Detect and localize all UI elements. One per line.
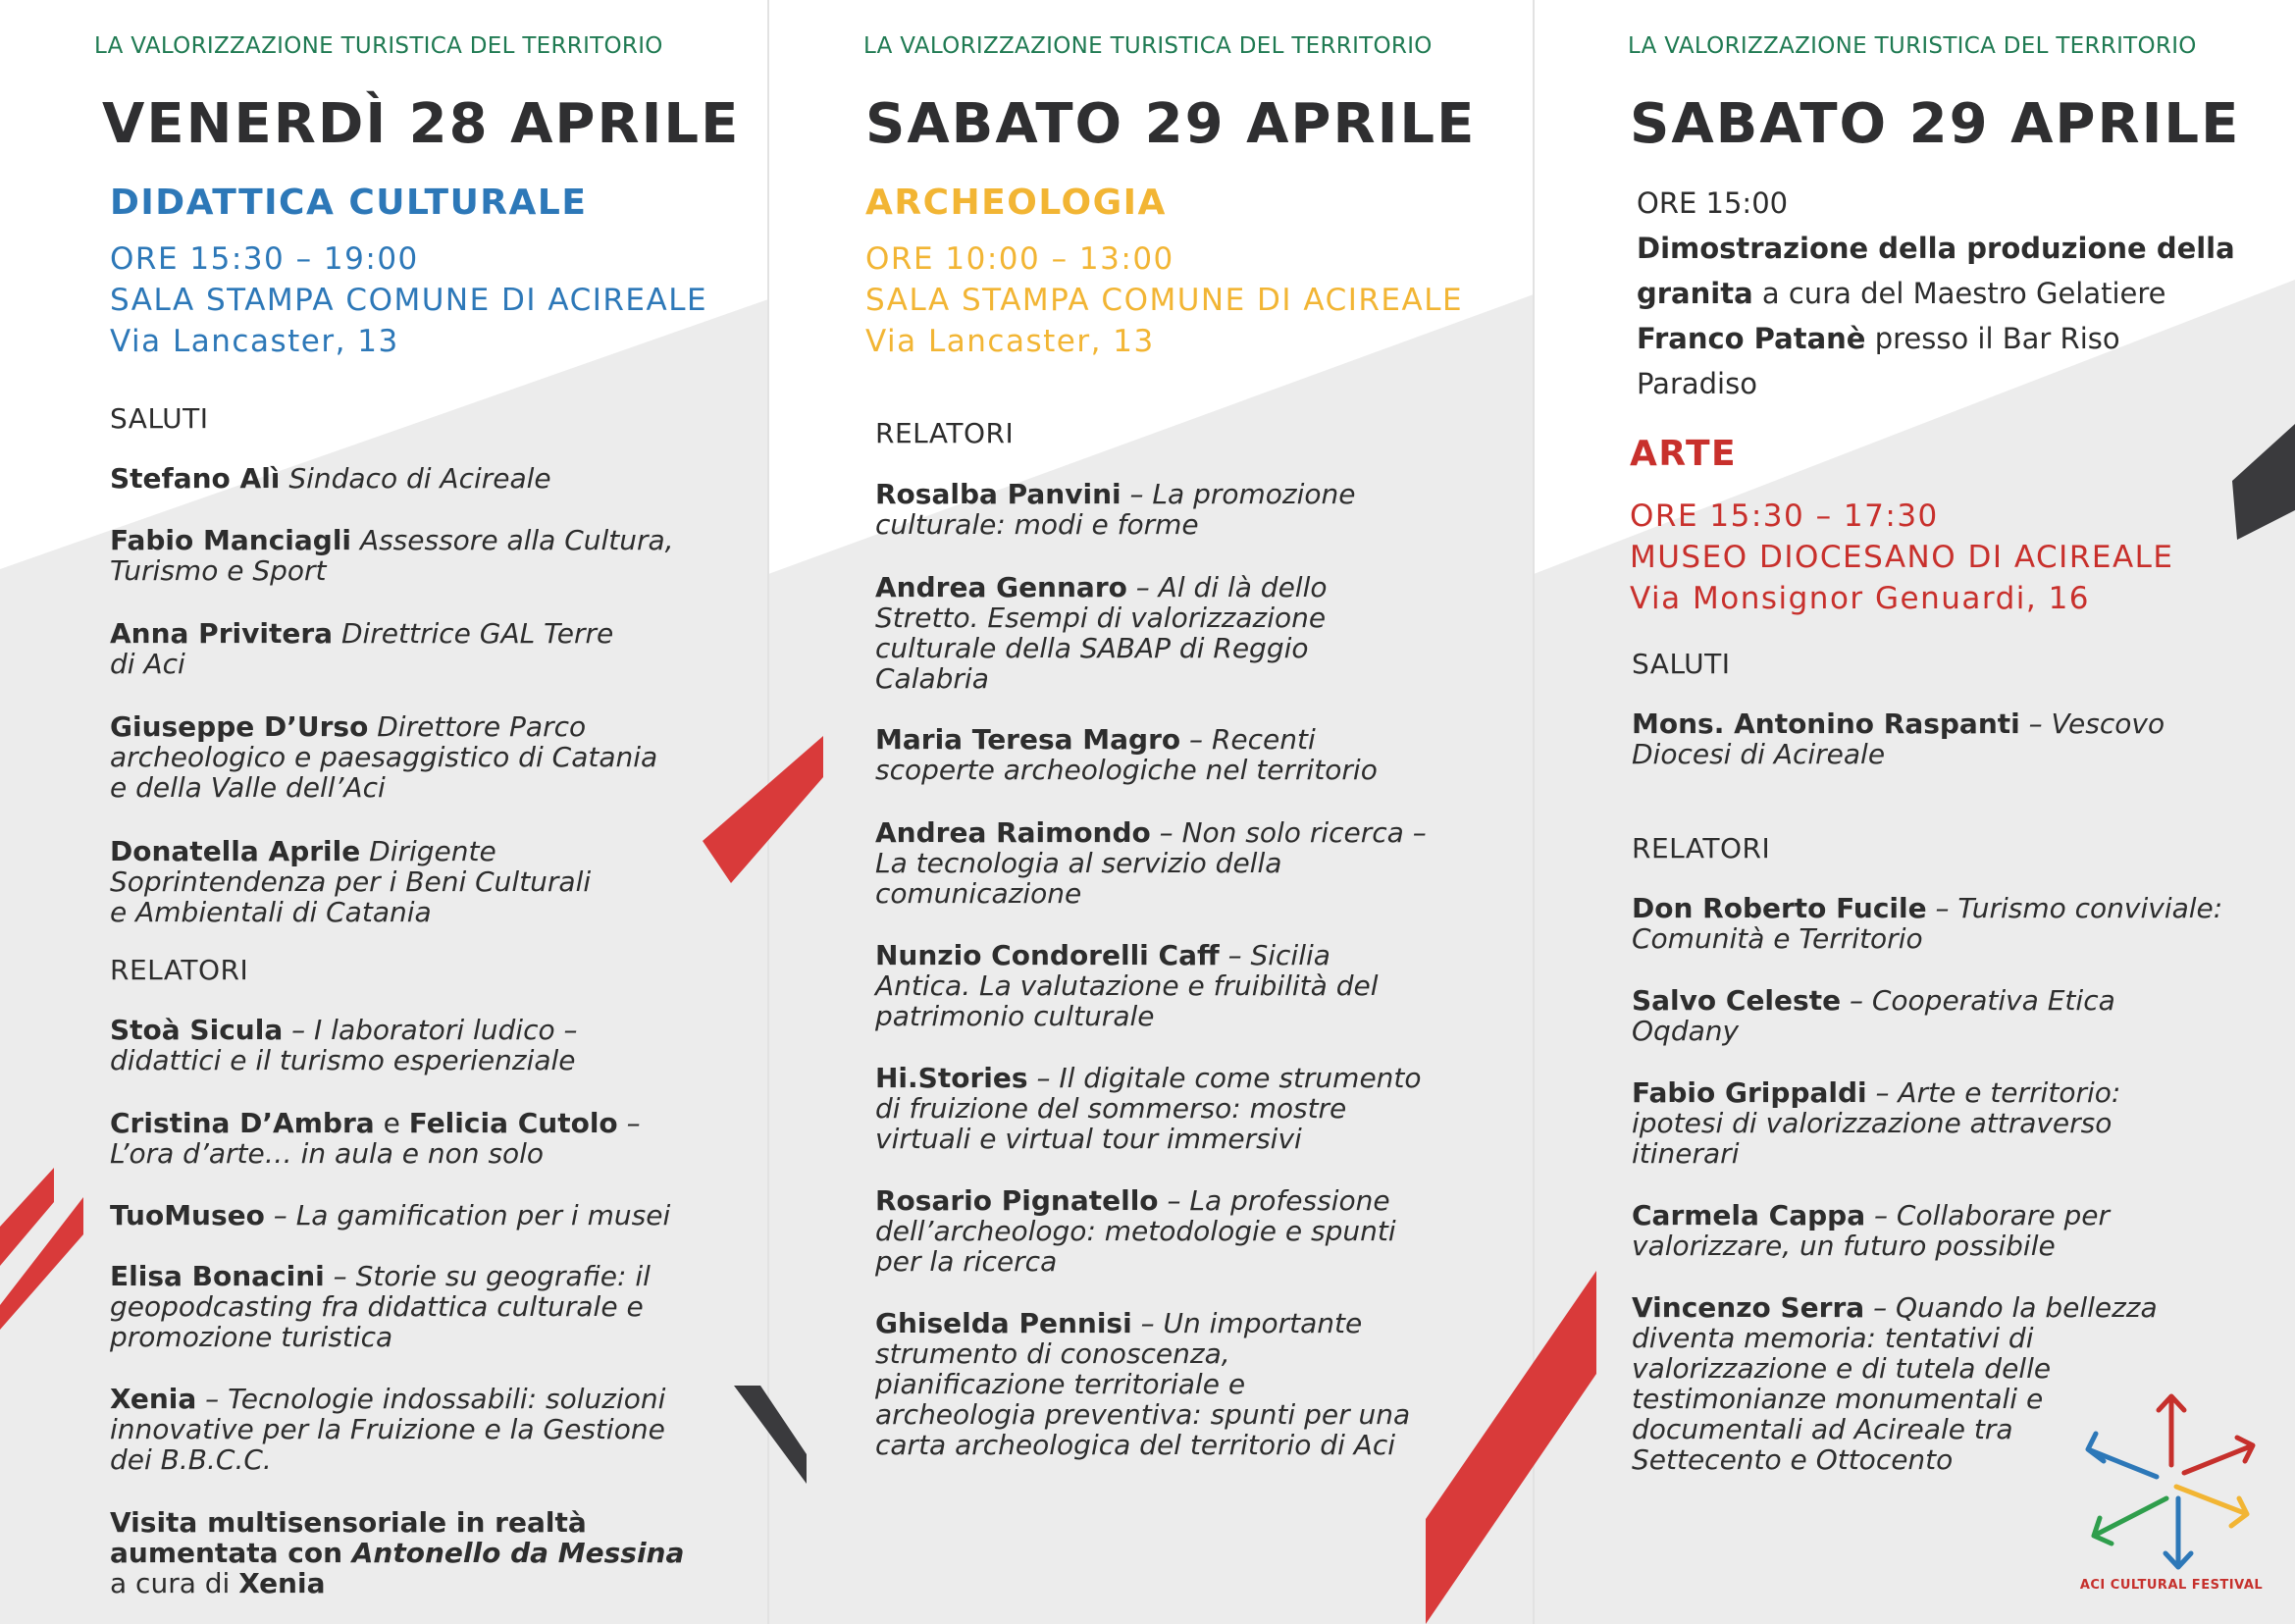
item-description: Direttrice GAL Terre [340,617,614,650]
item-description: itinerari [1632,1137,1740,1170]
person-name: Mons. Antonino Raspanti [1632,707,2020,740]
item-description: – Quando la bellezza [1873,1291,2158,1324]
list-item [1632,1200,2110,1261]
final-event [110,1507,684,1598]
item-line [110,836,591,866]
item-line [110,1108,641,1138]
aci-cultural-festival-logo [2078,1388,2265,1597]
person-name: Salvo Celeste [1632,984,1842,1017]
item-line [1632,985,2115,1016]
person-name: Hi.Stories [875,1062,1028,1094]
column-saturday-afternoon [1627,0,2241,1624]
person-name: Rosario Pignatello [875,1184,1159,1217]
item-description: innovative per la Fruizione e la Gestione [110,1413,665,1445]
kicker: LA VALORIZZAZIONE TURISTICA DEL TERRITORIO [1628,33,2197,59]
item-line [875,1430,1410,1460]
item-line [110,1045,578,1075]
item-line [1632,1323,2158,1353]
item-line [110,897,591,927]
item-description: e Ambientali di Catania [110,896,432,928]
item-description: Comunità e Territorio [1632,922,1923,955]
list-item [875,1185,1396,1277]
item-description: Sindaco di Acireale [288,462,551,495]
person-name: Ghiselda Pennisi [875,1307,1132,1339]
item-line [110,555,674,586]
item-description: – Sicilia [1227,939,1330,971]
item-description: per la ricerca [875,1245,1058,1278]
person-name: TuoMuseo [110,1199,265,1231]
event-info [1630,496,2174,619]
item-line [875,572,1328,602]
person-name: Fabio Grippaldi [1632,1076,1867,1109]
list-item [875,1308,1410,1460]
item-line [875,1124,1422,1154]
item-line [1632,739,2165,769]
demo-title-end: granita [1637,277,1753,310]
item-line [1632,1077,2120,1108]
kicker: LA VALORIZZAZIONE TURISTICA DEL TERRITORIO [863,33,1433,59]
item-description: di Aci [110,648,185,680]
list-item [110,711,657,803]
list-item [110,1108,641,1169]
event-time: ORE 10:00 – 13:00 [865,241,1174,277]
item-description: – Storie su geografie: il [333,1260,651,1292]
item-description: – La gamification per i musei [273,1199,671,1231]
demo-line-1 [1637,226,2235,271]
item-line [875,1216,1396,1246]
item-line [110,1200,670,1231]
item-description: – Un importante [1140,1307,1363,1339]
item-description: valorizzazione e di tutela delle [1632,1352,2052,1385]
item-line [110,866,591,897]
item-line [1632,1200,2110,1231]
item-description: patrimonio culturale [875,1000,1155,1032]
list-item [1632,985,2115,1046]
list-item [110,618,613,679]
greetings-label: SALUTI [110,402,209,435]
item-line [110,1384,665,1414]
item-line [110,618,613,649]
person-name: Fabio Manciagli [110,524,352,556]
person-name: Carmela Cappa [1632,1199,1866,1231]
speakers-label: RELATORI [875,417,1015,449]
item-description: Assessore alla Cultura, [359,524,674,556]
person-name: Andrea Raimondo [875,816,1151,849]
item-description: – Collaborare per [1874,1199,2111,1231]
conjunction: e [383,1107,400,1139]
final-line-2 [110,1538,684,1568]
person-name: Donatella Aprile [110,835,361,867]
speakers-label: RELATORI [110,954,249,986]
item-description: Oqdany [1632,1015,1740,1047]
item-description: promozione turistica [110,1321,393,1353]
item-description: diventa memoria: tentativi di [1632,1322,2034,1354]
event-time: ORE 15:30 – 19:00 [110,241,419,277]
person-name: Stoà Sicula [110,1014,284,1046]
list-item [875,940,1379,1031]
section-title: DIDATTICA CULTURALE [110,183,588,223]
item-line [110,525,674,555]
list-item [875,817,1427,909]
item-line [875,1308,1410,1338]
kicker: LA VALORIZZAZIONE TURISTICA DEL TERRITORIO [94,33,663,59]
section-title: ARTE [1630,434,1738,474]
item-line [875,663,1328,694]
item-line [1632,1016,2115,1046]
item-description: – I laboratori ludico – [291,1014,578,1046]
item-description: – [626,1107,641,1139]
item-line [875,602,1328,633]
demo-line-4: Paradiso [1637,367,1757,400]
final-title: Visita multisensoriale in realtà [110,1506,587,1539]
person-name: Stefano Alì [110,462,281,495]
item-line [1632,1353,2158,1384]
section-title: ARCHEOLOGIA [865,183,1167,223]
event-place: MUSEO DIOCESANO DI ACIREALE [1630,540,2174,575]
item-description: – Recenti [1189,723,1316,756]
item-description: Antica. La valutazione e fruibilità del [875,969,1379,1002]
event-place: SALA STAMPA COMUNE DI ACIREALE [110,283,708,318]
item-line [875,817,1427,848]
item-line [875,633,1328,663]
final-organizer: Xenia [238,1567,326,1599]
person-name: Giuseppe D’Urso [110,710,369,743]
item-line [1632,893,2222,923]
day-title: SABATO 29 APRILE [865,92,1477,156]
item-line [1632,1138,2120,1169]
item-description: L’ora d’arte… in aula e non solo [110,1137,545,1170]
item-line [875,848,1427,878]
item-description: virtuali e virtual tour immersivi [875,1123,1302,1155]
list-item [875,1063,1422,1154]
event-place: SALA STAMPA COMUNE DI ACIREALE [865,283,1464,318]
item-description: di fruizione del sommerso: mostre [875,1092,1347,1125]
person-name: Cristina D’Ambra [110,1107,375,1139]
item-line [875,1369,1410,1399]
list-item [110,1200,670,1231]
item-line [1632,923,2222,954]
list-item [1632,1077,2120,1169]
item-description: Stretto. Esempi di valorizzazione [875,602,1327,634]
item-description: – Vescovo [2028,707,2165,740]
item-line [110,1015,578,1045]
item-line [110,1291,651,1322]
list-item [110,836,591,927]
day-title: VENERDÌ 28 APRILE [102,92,741,156]
item-line [1632,1231,2110,1261]
item-line [110,463,551,494]
item-line [1632,708,2165,739]
person-name: Don Roberto Fucile [1632,892,1927,924]
item-description: archeologico e paesaggistico di Catania [110,741,658,773]
item-description: – Tecnologie indossabili: soluzioni [205,1383,666,1415]
list-item [110,1384,665,1475]
event-time: ORE 15:30 – 17:30 [1630,498,1939,534]
item-description: pianificazione territoriale e [875,1368,1246,1400]
final-text-a: aumentata con [110,1537,352,1569]
item-description: comunicazione [875,877,1082,910]
item-description: Turismo e Sport [110,554,327,587]
demo-master: Franco Patanè [1637,322,1866,355]
item-description: La tecnologia al servizio della [875,847,1282,879]
item-description: didattici e il turismo esperienziale [110,1044,576,1076]
item-description: Calabria [875,662,989,695]
demo-title: Dimostrazione della produzione della [1637,232,2235,265]
person-name: Anna Privitera [110,617,334,650]
item-description: – La professione [1167,1184,1390,1217]
person-name: Elisa Bonacini [110,1260,325,1292]
list-item [1632,708,2165,769]
item-description: Direttore Parco [377,710,587,743]
item-description: – Cooperativa Etica [1849,984,2115,1017]
item-line [875,1399,1410,1430]
item-description: dell’archeologo: metodologie e spunti [875,1215,1396,1247]
speakers-label: RELATORI [1632,832,1771,864]
greetings-label: SALUTI [1632,648,1731,680]
item-description: – Al di là dello [1135,571,1328,603]
final-line-3 [110,1568,684,1598]
person-name: Vincenzo Serra [1632,1291,1865,1324]
item-line [875,1093,1422,1124]
event-address: Via Lancaster, 13 [110,324,399,359]
item-line [875,970,1379,1001]
item-line [110,711,657,742]
item-line [1632,1108,2120,1138]
item-line [875,940,1379,970]
item-line [110,1444,665,1475]
column-friday [94,0,741,1624]
demo-line-3 [1637,316,2235,361]
person-name: Rosalba Panvini [875,478,1121,510]
item-description: geopodcasting fra didattica culturale e [110,1290,644,1323]
person-name: Felicia Cutolo [408,1107,618,1139]
item-description: documentali ad Acireale tra [1632,1413,2013,1445]
demo-line-2 [1637,271,2235,316]
list-item [875,724,1378,785]
logo-text: ACI CULTURAL FESTIVAL [2079,1578,2264,1593]
item-line [110,649,613,679]
item-line [110,1414,665,1444]
item-description: valorizzare, un futuro possibile [1632,1230,2056,1262]
person-name: Nunzio Condorelli Caff [875,939,1220,971]
item-line [1632,1292,2158,1323]
item-line [875,1246,1396,1277]
item-description: Settecento e Ottocento [1632,1443,1954,1476]
event-info [865,238,1463,362]
item-description: ipotesi di valorizzazione attraverso [1632,1107,2112,1139]
event-address: Via Monsignor Genuardi, 16 [1630,581,2091,616]
item-description: culturale: modi e forme [875,508,1199,541]
item-line [875,878,1427,909]
item-description: Dirigente [369,835,496,867]
list-item [875,572,1328,694]
item-description: testimonianze monumentali e [1632,1383,2044,1415]
item-description: – Non solo ricerca – [1159,816,1427,849]
list-item [110,525,674,586]
item-line [110,742,657,772]
item-description: archeologia preventiva: spunti per una [875,1398,1411,1431]
item-line [110,1138,641,1169]
person-name: Xenia [110,1383,197,1415]
item-description: Diocesi di Acireale [1632,738,1886,770]
item-description: – Il digitale come strumento [1036,1062,1422,1094]
item-line [875,1001,1379,1031]
person-name: Maria Teresa Magro [875,723,1181,756]
item-line [875,479,1356,509]
final-artwork: Antonello da Messina [351,1537,685,1569]
list-item [110,463,551,494]
item-line [875,1063,1422,1093]
item-description: – Arte e territorio: [1875,1076,2121,1109]
item-line [110,1322,651,1352]
column-saturday-morning [863,0,1477,1624]
item-description: dei B.B.C.C. [110,1443,272,1476]
list-item [875,479,1356,540]
item-line [110,772,657,803]
item-line [875,755,1378,785]
demo-time: ORE 15:00 [1637,186,1789,220]
item-description: carta archeologica del territorio di Aci [875,1429,1396,1461]
demo-curator: a cura del Maestro Gelatiere [1752,277,2166,310]
item-line [875,724,1378,755]
final-line-1 [110,1507,684,1538]
person-name: Andrea Gennaro [875,571,1127,603]
item-description: e della Valle dell’Aci [110,771,386,804]
list-item [110,1261,651,1352]
item-line [875,1185,1396,1216]
item-line [875,1338,1410,1369]
item-description: strumento di conoscenza, [875,1337,1230,1370]
list-item [1632,893,2222,954]
item-line [110,1261,651,1291]
granita-demo [1637,181,2235,406]
event-address: Via Lancaster, 13 [865,324,1155,359]
item-description: – La promozione [1129,478,1356,510]
item-description: scoperte archeologiche nel territorio [875,754,1378,786]
item-description: – Turismo conviviale: [1935,892,2223,924]
item-line [875,509,1356,540]
list-item [110,1015,578,1075]
day-title: SABATO 29 APRILE [1630,92,2241,156]
item-description: Soprintendenza per i Beni Culturali [110,865,592,898]
item-description: culturale della SABAP di Reggio [875,632,1309,664]
final-by: a cura di [110,1567,239,1599]
demo-venue: presso il Bar Riso [1865,322,2120,355]
event-info [110,238,707,362]
